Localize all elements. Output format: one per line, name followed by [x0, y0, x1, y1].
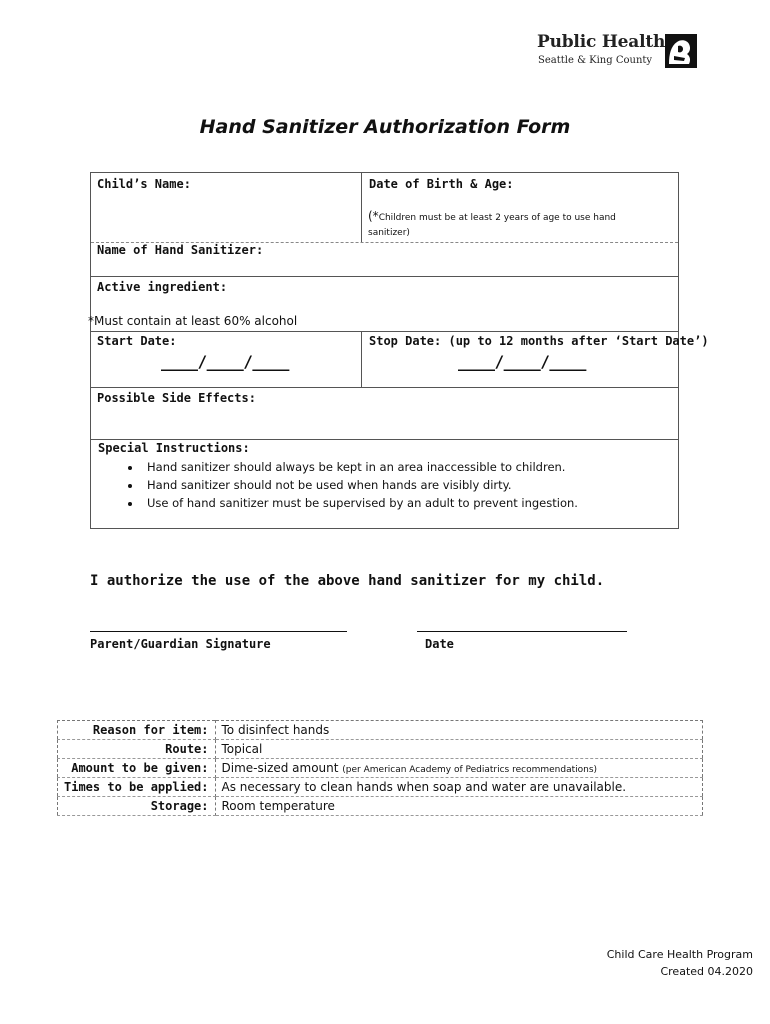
footer: [607, 946, 753, 980]
table-value: [215, 759, 703, 778]
table-row: [58, 721, 703, 740]
instruction-item: • Hand sanitizer should not be used when hands are visibly dirty.: [142, 476, 578, 494]
table-value-text: As necessary to clean hands when soap and water are unavailable.: [221, 780, 627, 794]
authorization-statement: I authorize the use of the above hand sanitizer for my child.: [90, 573, 605, 589]
dob-note: [368, 209, 668, 241]
table-row: [58, 797, 703, 816]
table-key: Reason for item:: [58, 721, 216, 740]
table-value-text: To disinfect hands: [221, 723, 330, 737]
stop-date-label: Stop Date: (up to 12 months after ‘Start Date’): [369, 334, 709, 348]
signature-line[interactable]: [90, 631, 347, 632]
table-value: [215, 740, 703, 759]
table-key: Times to be applied:: [58, 778, 216, 797]
child-name-field[interactable]: [97, 195, 355, 239]
table-value: [215, 721, 703, 740]
table-value-text: Topical: [221, 742, 263, 756]
instruction-item: • Hand sanitizer should always be kept in an area inaccessible to children.: [142, 458, 578, 476]
dob-note-line1: Children must be at least 2 years of age to use hand: [378, 213, 616, 223]
public-health-logo-icon: [665, 34, 697, 68]
sanitizer-name-field[interactable]: [281, 245, 661, 273]
side-effects-field[interactable]: [97, 409, 667, 435]
table-key: Amount to be given:: [58, 759, 216, 778]
table-value-text: Room temperature: [221, 799, 335, 813]
table-value: [215, 797, 703, 816]
table-value: [215, 778, 703, 797]
special-instructions-label: Special Instructions:: [98, 441, 250, 455]
start-date-label: Start Date:: [97, 334, 177, 348]
column-divider: [361, 331, 362, 387]
date-label: Date: [425, 637, 454, 651]
row-divider: [91, 387, 678, 388]
instructions-list: [98, 458, 578, 512]
table-key: Storage:: [58, 797, 216, 816]
row-divider: [91, 276, 678, 277]
child-name-label: Child’s Name:: [97, 177, 191, 191]
authorization-form: [90, 172, 709, 529]
table-value-note: (per American Academy of Pediatrics recommendations): [342, 765, 598, 775]
active-ingredient-field[interactable]: [241, 279, 661, 307]
signature-label: Parent/Guardian Signature: [90, 637, 271, 651]
table-value-text: Dime-sized amount: [221, 761, 343, 775]
row-divider: [91, 331, 678, 332]
alcohol-note: *Must contain at least 60% alcohol: [88, 314, 298, 328]
page-title: Hand Sanitizer Authorization Form: [199, 116, 571, 138]
footer-created: Created 04.2020: [660, 965, 753, 978]
table-row: [58, 759, 703, 778]
table-row: [58, 778, 703, 797]
dob-note-star: (*: [368, 209, 379, 223]
instruction-item: • Use of hand sanitizer must be supervised by an adult to prevent ingestion.: [142, 494, 578, 512]
sanitizer-name-label: Name of Hand Sanitizer:: [97, 243, 264, 257]
dob-label: Date of Birth & Age:: [369, 177, 514, 191]
active-ingredient-label: Active ingredient:: [97, 280, 228, 294]
public-health-logo: [537, 32, 699, 72]
org-subtitle: Seattle & King County: [538, 55, 653, 66]
footer-program: Child Care Health Program: [606, 948, 753, 961]
row-divider: [91, 439, 678, 440]
side-effects-label: Possible Side Effects:: [97, 391, 256, 405]
org-name: Public Health: [537, 32, 666, 52]
column-divider: [361, 173, 362, 242]
start-date-field[interactable]: ____/____/____: [161, 352, 289, 371]
medication-info-table: [57, 720, 703, 816]
dob-note-line2: sanitizer): [368, 228, 410, 238]
table-key: Route:: [58, 740, 216, 759]
date-line[interactable]: [417, 631, 627, 632]
stop-date-field[interactable]: ____/____/____: [458, 352, 586, 371]
table-row: [58, 740, 703, 759]
special-instructions: [98, 441, 578, 512]
